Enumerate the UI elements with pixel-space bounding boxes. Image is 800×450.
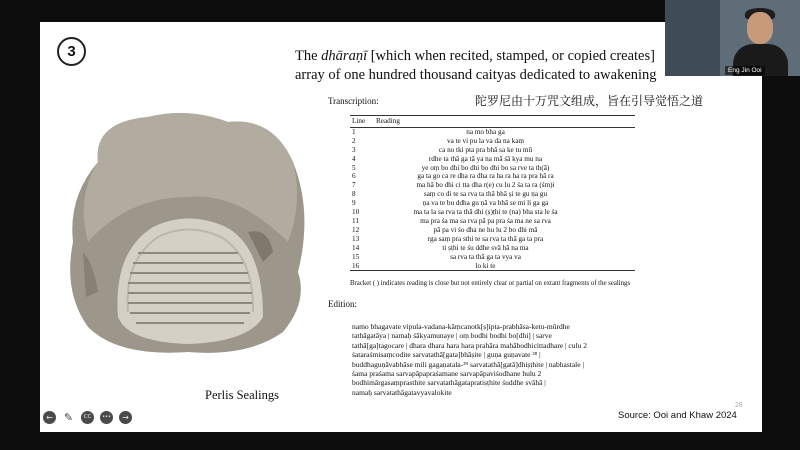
line-cell: 15	[352, 252, 360, 261]
transcription-label: Transcription:	[328, 96, 379, 106]
reading-cell: na mo bha ga	[466, 127, 505, 136]
reading-cell: rga saṃ pra sthi te sa rva ta thā ga ta pra	[427, 234, 544, 243]
bracket-note: Bracket ( ) indicates reading is close but not entirely clear or partial on extant fragments of the sealings	[350, 280, 631, 287]
table-header-row	[350, 116, 635, 128]
line-cell: 6	[352, 172, 356, 181]
table-header-line: Line	[350, 116, 374, 128]
edition-line: bodhimārgasaṃprasthite sarvatathāgatapratiṣṭhite śuddhe svāhā |	[352, 378, 546, 388]
table-row	[350, 181, 635, 190]
edition-line: śama praśama sarvapāpapraśamane sarvapāpaviśodhane hulu 2	[352, 369, 542, 379]
line-cell: 13	[352, 234, 360, 243]
reading-cell: saṃ co di te sa rva ta thā bhā ṣi te gu ṇa gu	[423, 190, 548, 199]
reading-cell: rdhe ta thā ga tā ya na mā śā kya mu na	[428, 154, 543, 163]
line-cell: 10	[352, 208, 360, 217]
transcription-table-container	[350, 115, 635, 271]
reading-cell: ca no tki pta pra bhā sa ke tu mū	[438, 145, 533, 154]
reading-cell: ṇa va te bu ddha gu ṇā va bhā se mi li ga ga	[422, 199, 549, 208]
reading-cell: pā pa vi śo dha ne hu lu 2 bo dhi mā	[433, 225, 538, 234]
participant-face	[747, 12, 773, 44]
line-cell: 7	[352, 181, 356, 190]
line-cell: 4	[352, 154, 356, 163]
title-prefix: The	[295, 48, 322, 64]
participant-video-thumbnail[interactable]	[665, 0, 800, 76]
title-line1-rest: [which when recited, stamped, or copied creates]	[367, 48, 655, 64]
line-cell: 8	[352, 190, 356, 199]
reading-cell: ma pra śa ma sa rva pā pa pra śa ma ne sa rva	[420, 216, 551, 225]
reading-cell: ga ta go ca re dha ra dha ra ha ra ha ra pra hā ra	[417, 172, 554, 181]
reading-cell: va te vi pu la va da na kaṃ	[446, 136, 525, 145]
reading-cell: lo ki te	[374, 262, 635, 271]
table-row	[350, 127, 635, 136]
source-citation: Source: Ooi and Khaw 2024	[618, 410, 737, 421]
sealing-image	[58, 102, 313, 357]
table-row	[350, 155, 635, 164]
page-number: 28	[735, 402, 743, 409]
edition-text	[352, 322, 662, 397]
line-cell: 9	[352, 199, 356, 208]
title-dharani: dhāraṇī	[321, 48, 368, 64]
table-row	[350, 262, 635, 271]
slide-number-badge: 3	[57, 37, 86, 66]
title-line2: array of one hundred thousand caityas dedicated to awakening	[295, 67, 657, 83]
table-row	[350, 199, 635, 208]
table-row	[350, 146, 635, 155]
video-background	[665, 0, 720, 76]
line-cell: 14	[352, 243, 360, 252]
edition-line: tathā[ga]tagocare | dhara dhara hara hara prahāra mahābodhicittadhare | culu 2	[352, 340, 587, 350]
reading-cell: ma ta la sa rva ta thā dhi (ṣ)ṭhi te (na) bha sta le śa	[413, 208, 558, 217]
table-row	[350, 190, 635, 199]
more-icon[interactable]: •••	[100, 411, 113, 424]
chinese-caption: 陀罗尼由十万咒文组成，旨在引导觉悟之道	[475, 94, 704, 108]
edition-label: Edition:	[328, 299, 357, 309]
image-caption: Perlis Sealings	[205, 388, 279, 402]
table-row	[350, 226, 635, 235]
table-row	[350, 244, 635, 253]
transcription-table	[350, 115, 635, 271]
reading-cell: ye oṃ bo dhi bo dhi bo dhi bo sa rve ta th(ā)	[421, 163, 550, 172]
reading-cell: ma hā bo dhi ci tta dha r(e) cu lu 2 śa ta ra (śm)i	[416, 181, 555, 190]
line-cell: 12	[352, 225, 360, 234]
table-row	[350, 164, 635, 173]
table-row	[350, 137, 635, 146]
line-cell: 16	[350, 262, 374, 271]
table-header-reading: Reading	[374, 116, 635, 128]
back-arrow-icon[interactable]: ←	[43, 411, 56, 424]
forward-arrow-icon[interactable]: →	[119, 411, 132, 424]
presentation-toolbar	[43, 411, 132, 424]
participant-name-label: Eng Jin Ooi	[725, 66, 765, 75]
line-cell: 3	[352, 145, 356, 154]
captions-icon[interactable]: CC	[81, 411, 94, 424]
edition-line: śataraśmisaṃcodite sarvatathā[gata]bhāṣite | guṇa guṇavate ³⁸ |	[352, 350, 541, 360]
table-row	[350, 208, 635, 217]
table-row	[350, 235, 635, 244]
table-row	[350, 172, 635, 181]
edition-line: namo bhagavate vipula-vadana-kāṃcanotk[ṣ]ipta-prabhāsa-ketu-mūrdhe	[352, 322, 570, 331]
table-row	[350, 253, 635, 262]
line-cell: 1	[352, 127, 356, 136]
line-cell: 11	[352, 216, 359, 225]
presentation-slide	[40, 22, 762, 432]
reading-cell: ti ṣṭhi te śu ddhe svā hā na ma	[442, 243, 529, 252]
edition-line: buddhaguṇāvabhāse mili gagaṇatala-³⁹ sarvatathā[gatā]dhiṣṭhite | nabhastale |	[352, 359, 584, 369]
edition-line: tathāgatāya | namaḥ śākyamunaye | oṃ bodhi bodhi bo[dhi] | sarve	[352, 331, 552, 341]
reading-cell: sa rva ta thā ga ta vya va	[450, 252, 521, 261]
edition-line: namaḥ sarvatathāgatavyavalokite	[352, 387, 452, 397]
line-cell: 2	[352, 136, 356, 145]
line-cell: 5	[352, 163, 356, 172]
pen-icon[interactable]: ✎	[63, 411, 74, 424]
table-row	[350, 217, 635, 226]
